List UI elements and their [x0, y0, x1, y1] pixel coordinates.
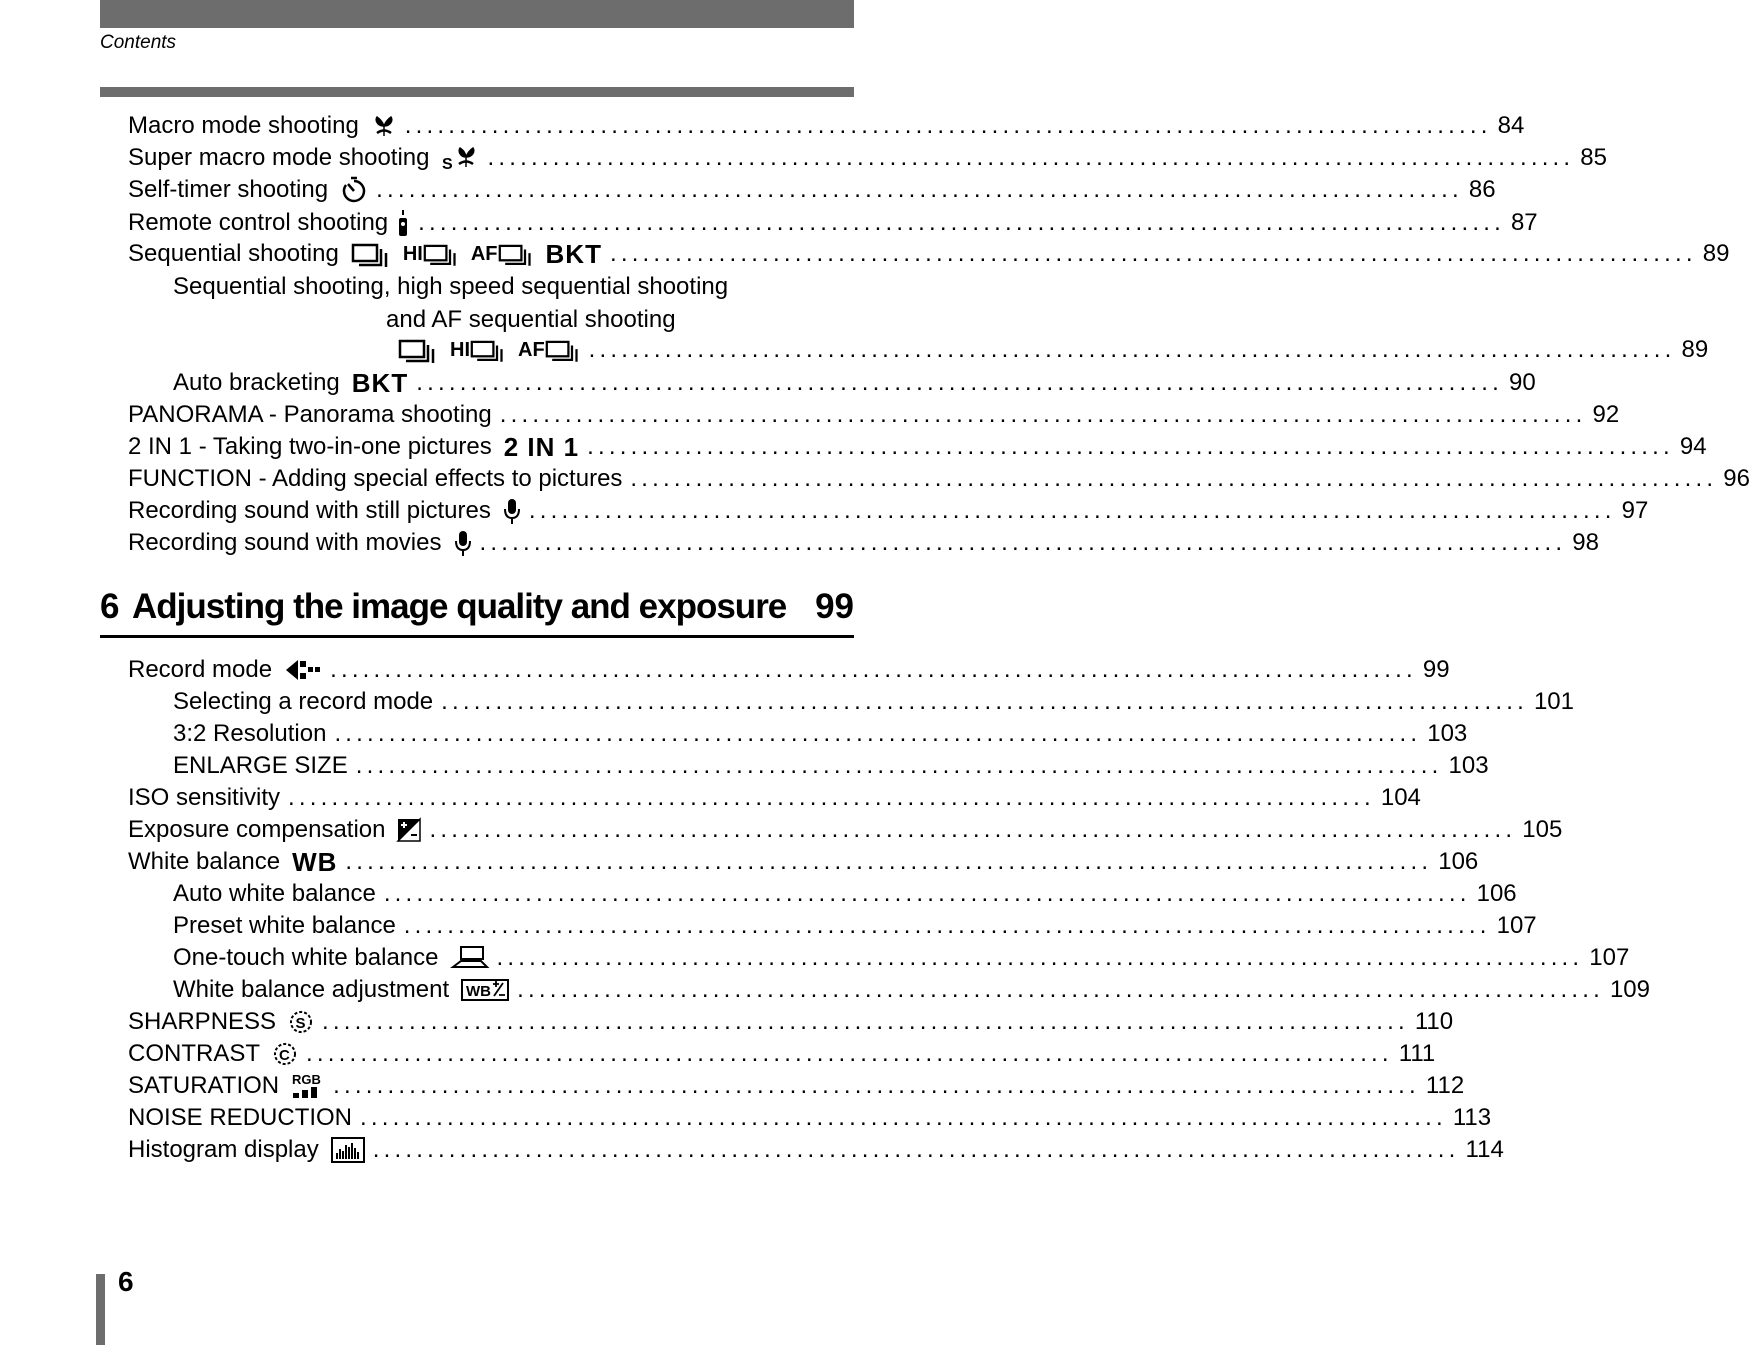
dot-leader: .................................................................................................... [587, 433, 1674, 460]
page-number: 103 [1427, 720, 1468, 747]
dot-leader: .................................................................................................... [345, 848, 1433, 875]
entry-label: PANORAMA - Panorama shooting [128, 401, 492, 428]
toc-entry-iso[interactable] [128, 782, 1421, 814]
toc-entry-resolution[interactable] [173, 718, 1468, 750]
page-number: 89 [1681, 336, 1709, 363]
dot-leader: .................................................................................................... [528, 497, 1616, 524]
entry-label: Sequential shooting [128, 240, 339, 267]
dot-leader: .................................................................................................... [517, 976, 1604, 1003]
entry-label: 2 IN 1 - Taking two-in-one pictures [128, 433, 492, 460]
sharpness-icon [288, 1009, 314, 1035]
toc-entry-noise-reduction[interactable] [128, 1102, 1492, 1134]
one-touch-wb-icon [451, 945, 489, 971]
super-macro-icon [442, 145, 480, 171]
page-number: 103 [1448, 752, 1489, 779]
entry-label: Remote control shooting [128, 209, 389, 236]
toc-entry-contrast[interactable] [128, 1038, 1436, 1070]
page-number: 98 [1572, 529, 1599, 556]
page-number: 86 [1468, 176, 1496, 203]
toc-entry-record-mode[interactable] [128, 654, 1450, 686]
footer-bar [96, 1274, 105, 1345]
toc-entry-sharpness[interactable] [128, 1006, 1454, 1038]
dot-leader: .................................................................................................... [630, 465, 1718, 492]
remote-control-icon [396, 209, 410, 237]
dot-leader: .................................................................................................... [404, 112, 1492, 139]
entry-label: Record mode [128, 656, 273, 683]
toc-entry-one-touch-wb[interactable] [173, 942, 1630, 974]
entry-label: Selecting a record mode [173, 688, 434, 715]
dot-leader: .................................................................................................... [334, 720, 1422, 747]
toc-entry-wb-adjustment[interactable] [173, 974, 1650, 1006]
page-number: 87 [1510, 209, 1538, 236]
entry-label: ISO sensitivity [128, 784, 281, 811]
entry-label: NOISE REDUCTION [128, 1104, 353, 1131]
dot-leader: .................................................................................................... [333, 1072, 1420, 1099]
entry-label: Auto bracketing [173, 369, 340, 396]
svg-text:S: S [441, 156, 453, 173]
entry-label: FUNCTION - Adding special effects to pictures [128, 465, 623, 492]
svg-text:C: C [279, 1047, 290, 1064]
header-rule [100, 87, 854, 97]
dot-leader: .................................................................................................... [496, 944, 1584, 971]
sequential-icon [398, 337, 438, 363]
footer-page-number: 6 [118, 1266, 134, 1297]
page-number: 104 [1380, 784, 1421, 811]
page-number: 99 [1422, 656, 1450, 683]
dot-leader: .................................................................................................... [609, 240, 1697, 267]
dot-leader: .................................................................................................... [499, 401, 1587, 428]
entry-label: SATURATION [128, 1072, 280, 1099]
bkt-icon: BKT [351, 368, 409, 398]
dot-leader: .................................................................................................... [322, 1008, 1409, 1035]
page-number: 105 [1522, 816, 1563, 843]
entry-label: 3:2 Resolution [173, 720, 327, 747]
dot-leader: .................................................................................................... [372, 1136, 1460, 1163]
toc-entry-auto-bracketing[interactable] [173, 367, 1536, 399]
page-number: 112 [1425, 1072, 1465, 1099]
entry-label: Self-timer shooting [128, 176, 329, 203]
toc-entry-select-record-mode[interactable] [173, 686, 1574, 718]
entry-label: ENLARGE SIZE [173, 752, 348, 779]
chapter-number: 6 [100, 587, 120, 626]
chapter-heading[interactable] [100, 582, 854, 632]
entry-label: White balance [128, 848, 281, 875]
entry-label: One-touch white balance [173, 944, 439, 971]
wb-adjust-icon [461, 978, 509, 1002]
page-number: 107 [1589, 944, 1630, 971]
page-number: 90 [1509, 369, 1536, 396]
page-number: 106 [1438, 848, 1479, 875]
svg-text:S: S [295, 1015, 306, 1032]
toc-entry-two-in-one[interactable] [128, 431, 1707, 463]
entry-label: Recording sound with still pictures [128, 497, 491, 524]
page-number: 106 [1476, 880, 1517, 907]
two-in-one-icon: 2 IN 1 [503, 432, 580, 462]
dot-leader: .................................................................................................... [355, 752, 1443, 779]
page-number: 113 [1452, 1104, 1492, 1131]
page-number: 111 [1398, 1040, 1436, 1067]
page-number: 89 [1702, 240, 1730, 267]
wb-icon: WB [292, 847, 338, 877]
af-sequential-icon: AF [518, 334, 581, 366]
page-number: 101 [1533, 688, 1574, 715]
page-number: 92 [1592, 401, 1620, 428]
page-number: 85 [1580, 144, 1607, 171]
dot-leader: .................................................................................................... [360, 1104, 1447, 1131]
record-mode-icon [284, 657, 322, 683]
toc-entry-auto-wb[interactable] [173, 878, 1517, 910]
toc-entry-preset-wb[interactable] [173, 910, 1537, 942]
self-timer-icon [340, 176, 368, 204]
page-number: 96 [1723, 465, 1750, 492]
dot-leader: .................................................................................................... [429, 816, 1517, 843]
svg-text:RGB: RGB [292, 1072, 322, 1087]
entry-label: Macro mode shooting [128, 112, 359, 139]
entry-label: Exposure compensation [128, 816, 386, 843]
toc-entry-macro[interactable] [128, 110, 1525, 142]
toc-subheading-line-2: and AF sequential shooting [386, 306, 676, 333]
entry-label: Auto white balance [173, 880, 376, 907]
page-number: 94 [1679, 433, 1707, 460]
header-bar [100, 0, 854, 28]
page-number: 109 [1609, 976, 1650, 1003]
toc-entry-enlarge-size[interactable] [173, 750, 1489, 782]
svg-text:WB: WB [466, 983, 492, 1000]
microphone-icon [454, 529, 472, 557]
saturation-icon [291, 1072, 325, 1100]
page-number: 110 [1414, 1008, 1454, 1035]
dot-leader: .................................................................................................... [416, 369, 1504, 396]
page-number: 114 [1465, 1136, 1504, 1163]
dot-leader: .................................................................................................... [479, 529, 1567, 556]
macro-icon [371, 114, 397, 138]
entry-label: SHARPNESS [128, 1008, 277, 1035]
toc-entry-remote-control[interactable] [128, 207, 1538, 239]
toc-entry-function[interactable] [128, 463, 1750, 495]
bkt-icon: BKT [545, 239, 602, 269]
page-number: 107 [1496, 912, 1537, 939]
section-label: Contents [100, 32, 177, 53]
entry-label: Super macro mode shooting [128, 144, 430, 171]
dot-leader: .................................................................................................... [487, 144, 1575, 171]
af-sequential-icon: AF [471, 238, 534, 270]
dot-leader: .................................................................................................... [588, 336, 1676, 363]
entry-label: Recording sound with movies [128, 529, 442, 556]
exposure-compensation-icon [397, 818, 421, 842]
dot-leader: .................................................................................................... [288, 784, 1375, 811]
dot-leader: .................................................................................................... [306, 1040, 1393, 1067]
toc-entry-sequential-modes[interactable] [398, 334, 1709, 366]
dot-leader: .................................................................................................... [441, 688, 1528, 715]
toc-subheading-line-1: Sequential shooting, high speed sequential shooting [173, 273, 729, 300]
dot-leader: .................................................................................................... [383, 880, 1471, 907]
entry-label: Preset white balance [173, 912, 396, 939]
toc-entry-white-balance[interactable] [128, 846, 1479, 878]
toc-entry-panorama[interactable] [128, 399, 1620, 431]
hi-sequential-icon: HI [403, 238, 459, 270]
histogram-icon [331, 1137, 365, 1163]
dot-leader: .................................................................................................... [418, 209, 1505, 236]
entry-label: White balance adjustment [173, 976, 450, 1003]
dot-leader: .................................................................................................... [403, 912, 1491, 939]
page-number: 97 [1621, 497, 1649, 524]
dot-leader: .................................................................................................... [376, 176, 1463, 203]
chapter-rule [100, 635, 854, 638]
contrast-icon [272, 1041, 298, 1067]
toc-entry-histogram[interactable] [128, 1134, 1504, 1166]
toc-entry-sequential[interactable] [128, 238, 1730, 270]
toc-entry-exposure-compensation[interactable] [128, 814, 1563, 846]
toc-entry-saturation[interactable] [128, 1070, 1465, 1102]
microphone-icon [503, 497, 521, 525]
toc-entry-sound-movies[interactable] [128, 527, 1599, 559]
sequential-icon [351, 241, 391, 267]
chapter-page: 99 [815, 587, 854, 626]
entry-label: CONTRAST [128, 1040, 260, 1067]
entry-label: Histogram display [128, 1136, 319, 1163]
page-number: 84 [1497, 112, 1525, 139]
hi-sequential-icon: HI [450, 334, 506, 366]
toc-entry-super-macro[interactable] [128, 142, 1607, 174]
dot-leader: .................................................................................................... [330, 656, 1417, 683]
chapter-title: Adjusting the image quality and exposure [132, 587, 787, 626]
toc-entry-self-timer[interactable] [128, 174, 1496, 206]
toc-entry-sound-still[interactable] [128, 495, 1649, 527]
